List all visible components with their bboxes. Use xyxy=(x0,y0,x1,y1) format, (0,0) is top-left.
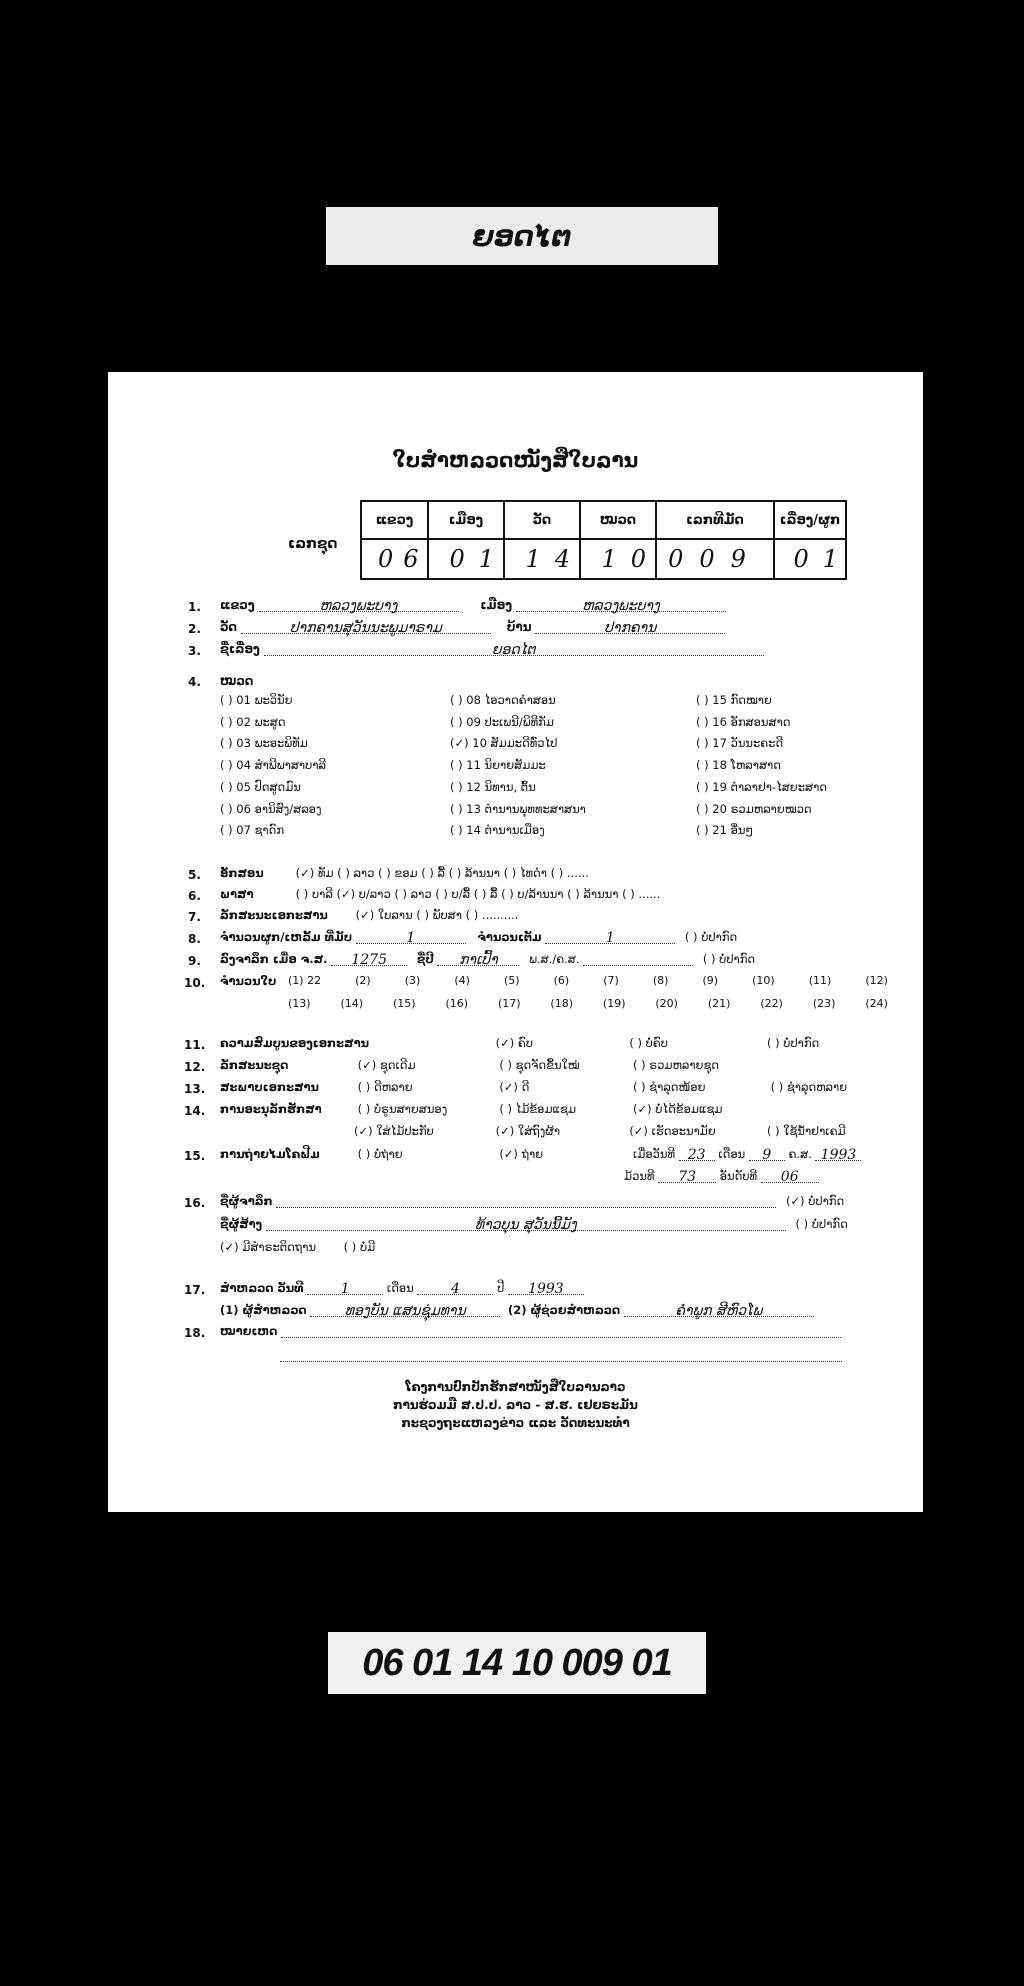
preservation-a: ( ) ບໍ່ຣູນສາຍສນອງ xyxy=(357,1102,448,1116)
leaf-count-24: (24) xyxy=(865,997,888,1010)
row-3-number: 3. xyxy=(188,644,201,658)
leaf-count-14: (14) xyxy=(340,997,364,1010)
scribe-label: ຊື່ຜູ້ຈາລຶກ xyxy=(220,1194,273,1208)
row-5-number: 5. xyxy=(188,868,201,882)
condition-good: (✓) ດີ xyxy=(499,1080,530,1094)
category-15: ( ) 15 ກົດໝາຍ xyxy=(696,693,772,707)
id-header-province: ແຂວງ xyxy=(361,501,428,539)
leaf-count-17: (17) xyxy=(497,997,521,1010)
row-13-number: 13. xyxy=(184,1082,206,1096)
survey-form-sheet xyxy=(108,372,923,1512)
set-type-label: ລັກສະນະຊຸດ xyxy=(220,1058,289,1072)
leaf-count-15: (15) xyxy=(392,997,416,1010)
scribe-unknown-option: (✓) ບໍ່ປາກົດ xyxy=(785,1194,845,1208)
condition-slightly-damaged: ( ) ຊຳລຸດໜ້ອຍ xyxy=(632,1080,706,1094)
category-02: ( ) 02 ພະສູດ xyxy=(220,714,286,729)
leaf-count-1: (1) 22 xyxy=(288,974,322,987)
fascicles-unknown-option: ( ) ບໍ່ປາກົດ xyxy=(684,930,738,944)
category-21: ( ) 21 ອື່ນໆ xyxy=(696,823,754,838)
row-9-number: 9. xyxy=(188,954,201,968)
id-table xyxy=(360,500,853,580)
row-6-language xyxy=(220,887,660,901)
microfilm-not-filmed: ( ) ບໍ່ຖ່າຍ xyxy=(357,1147,403,1161)
donor-unknown-option: ( ) ບໍ່ປາກົດ xyxy=(795,1217,848,1231)
preservation-wooden-covers: (✓) ໃສ່ໄມ້ປະກັບ xyxy=(354,1124,434,1138)
id-digit-category: 10 xyxy=(601,545,661,573)
category-08: ( ) 08 ໄອວາດຄຳສອນ xyxy=(450,693,556,707)
id-header-category: ໝວດ xyxy=(580,501,656,539)
row-12-set-type xyxy=(220,1058,719,1072)
fascicle-count-label: ຈຳນວນຜູກ/ເຫລັ້ມ ທີ່ມັບ xyxy=(220,930,353,944)
row-7-material xyxy=(220,908,518,922)
remarks-label: ໝາຍເຫດ xyxy=(220,1324,278,1338)
donor-value: ທ້າວບຸນ ສຸວັນນີ້ມັງ xyxy=(475,1217,577,1233)
province-label: ແຂວງ xyxy=(220,598,255,612)
survey-day: 1 xyxy=(340,1281,350,1297)
row-8-number: 8. xyxy=(188,932,201,946)
row-9-inscription-date xyxy=(220,952,755,966)
row-14-preservation xyxy=(220,1102,722,1116)
id-header-temple: ວັດ xyxy=(504,501,580,539)
completeness-unknown: ( ) ບໍ່ປາກົດ xyxy=(766,1036,820,1050)
district-label: ເມືອງ xyxy=(480,598,513,612)
leaf-count-21: (21) xyxy=(707,997,731,1010)
row-10-number: 10. xyxy=(184,976,206,990)
leaf-count-13: (13) xyxy=(288,997,311,1010)
category-04: ( ) 04 ສຳພີພາສາບາລີ xyxy=(220,758,326,773)
leaf-count-4: (4) xyxy=(454,974,470,987)
material-label: ລັກສະນະເອກະສານ xyxy=(220,908,328,922)
category-14: ( ) 14 ຕຳນານເມືອງ xyxy=(450,823,545,838)
inscription-year-value: 1275 xyxy=(351,952,387,968)
id-digit-bundle: 009 xyxy=(668,545,762,573)
condition-badly-damaged: ( ) ຊຳລຸດຫລາຍ xyxy=(770,1080,848,1094)
language-label: ພາສາ xyxy=(220,887,254,901)
microfilm-month-label: ເດືອນ xyxy=(718,1147,746,1161)
district-value: ຫລວງພະບາງ xyxy=(582,598,660,614)
assistant-surveyor-label: (2) ຜູ້ຊ່ວຍສຳຫລວດ xyxy=(507,1303,621,1317)
survey-date-label: ສຳຫລວດ ວັນທີ xyxy=(220,1281,304,1295)
footer-ministry: ກະຊວງຖະແຫລງຂ່າວ ແລະ ວັດທະນະທຳ xyxy=(401,1416,630,1430)
survey-year: 1993 xyxy=(528,1281,564,1297)
year-name-value: ກາເປົ້າ xyxy=(459,952,498,968)
row-1-province xyxy=(220,598,726,612)
completeness-label: ຄວາມສົມບູນຂອງເອກະສານ xyxy=(220,1036,369,1050)
category-05: ( ) 05 ປົດສູດມົນ xyxy=(220,779,301,794)
microfilm-label: ການຖ່າຍໄມໂຄຟີມ xyxy=(220,1147,320,1161)
survey-year-label: ປີ xyxy=(497,1281,505,1295)
script-label: ອັກສອນ xyxy=(220,866,264,880)
leaf-count-23: (23) xyxy=(812,997,836,1010)
leaf-count-19: (19) xyxy=(602,997,626,1010)
leaf-count-2: (2) xyxy=(355,974,371,987)
frame-value: 06 xyxy=(780,1169,799,1185)
row-7-number: 7. xyxy=(188,910,201,924)
microfilm-year: 1993 xyxy=(820,1147,857,1163)
row-11-completeness xyxy=(220,1036,819,1050)
title-label: ຊື່ເລື່ອງ xyxy=(220,642,260,656)
category-01: ( ) 01 ພະວິນັຍ xyxy=(220,693,293,707)
be-ce-label: ພ.ສ./ຄ.ສ. xyxy=(529,952,580,966)
leaf-count-8: (8) xyxy=(652,974,669,987)
row-14-preservation-2 xyxy=(354,1124,846,1138)
completeness-incomplete: ( ) ບໍ່ຄົບ xyxy=(629,1036,668,1050)
donor-label: ຊື່ຜູ້ສ້າງ xyxy=(220,1217,263,1231)
category-10: (✓) 10 ສັມມະດີທົ່ວໄປ xyxy=(450,736,558,751)
set-type-original: (✓) ຊຸດເດີມ xyxy=(357,1058,416,1072)
row-1-number: 1. xyxy=(188,600,201,614)
row-15-microfilm xyxy=(220,1147,861,1161)
preservation-label: ການອະນຸລັກຮັກສາ xyxy=(220,1102,322,1116)
row-5-script xyxy=(220,866,589,880)
category-18: ( ) 18 ໂຫລາສາດ xyxy=(696,758,781,773)
leaf-count-11: (11) xyxy=(808,974,832,987)
survey-month-label: ເດືອນ xyxy=(386,1281,414,1295)
leaf-count-9: (9) xyxy=(702,974,719,987)
row-2-temple xyxy=(220,620,725,634)
document-title-label: ຍອດໄຕ xyxy=(326,207,718,265)
category-column-2 xyxy=(450,690,586,842)
leaf-count-12: (12) xyxy=(865,974,888,987)
category-12: ( ) 12 ນິທານ, ຕົ້ນ xyxy=(450,779,536,794)
category-20: ( ) 20 ຣວມຫລາຍໝວດ xyxy=(696,801,812,816)
category-09: ( ) 09 ປະເພນີ/ພິທີກັມ xyxy=(450,714,554,729)
id-header-fascicle: ເລື່ອງ/ຜູກ xyxy=(774,501,846,539)
condition-label: ສະພາບເອກະສານ xyxy=(220,1080,319,1094)
colophon-present: (✓) ມີສຳຣະຕິດຖານ xyxy=(220,1240,317,1254)
completeness-complete: (✓) ຄົບ xyxy=(495,1036,534,1050)
leaf-count-3: (3) xyxy=(404,974,421,987)
remarks-line-2 xyxy=(280,1348,842,1362)
fascicle-count-value: 1 xyxy=(406,930,416,946)
id-digit-fascicle: 01 xyxy=(793,545,853,573)
microfilm-filmed: (✓) ຖ່າຍ xyxy=(499,1147,544,1161)
row-4-number: 4. xyxy=(188,675,201,689)
leaf-count-row-1 xyxy=(288,974,888,987)
row-17-surveyors xyxy=(220,1303,814,1317)
id-header-district: ເມືອງ xyxy=(428,501,504,539)
leaf-count-row-2 xyxy=(288,997,888,1010)
row-2-number: 2. xyxy=(188,622,201,636)
id-digit-temple: 14 xyxy=(525,545,585,573)
category-06: ( ) 06 ອານິສົງ/ສລອງ xyxy=(220,801,322,816)
language-options: ( ) ບາລີ (✓) ບ/ລາວ ( ) ລາວ ( ) ບ/ລື້ ( ) ລື້ ( ) ບ/ລ້ານນາ ( ) ລ້ານນາ ( ) ...... xyxy=(295,887,661,901)
preservation-cleaned: (✓) ເຮັດອະນາມັຍ xyxy=(629,1124,716,1138)
material-options: (✓) ໃບລານ ( ) ພັບສາ ( ) .......... xyxy=(355,908,519,922)
village-value: ປາກຄານ xyxy=(604,620,657,636)
inscription-date-label: ລົງຈາລຶກ ເມື່ອ ຈ.ສ. xyxy=(220,952,328,966)
row-8-fascicles xyxy=(220,930,737,944)
province-value: ຫລວງພະບາງ xyxy=(319,598,398,614)
category-13: ( ) 13 ຕຳນານພຸທທະສາສນາ xyxy=(450,801,586,816)
preservation-chemicals: ( ) ໃຊ້ນ້ຳຢາເຄມີ xyxy=(766,1124,846,1138)
category-11: ( ) 11 ນິຍາຍສັມມະ xyxy=(450,758,546,773)
total-fascicles-label: ຈຳນວນເຕັມ xyxy=(477,930,542,944)
row-16-number: 16. xyxy=(184,1196,206,1210)
title-value: ຍອດໄຕ xyxy=(491,642,536,658)
preservation-cloth-wrap: (✓) ໃສ່ຖົງຜ້າ xyxy=(495,1124,561,1138)
row-17-survey-date xyxy=(220,1281,584,1295)
frame-label: ອັນດັບທີ xyxy=(719,1169,758,1183)
footer-project: ໂຄງການປົກປັກຮັກສາໜັງສືໃບລານລາວ xyxy=(405,1380,626,1394)
form-footer xyxy=(108,1378,923,1432)
assistant-surveyor-value: ຄຳພູກ ສີຫົວໂພ xyxy=(675,1303,763,1319)
leaf-count-label: ຈຳນວນໃບ xyxy=(220,974,277,988)
category-19: ( ) 19 ຕຳລາຢາ-ໄສຍະສາດ xyxy=(696,779,827,794)
leaf-count-20: (20) xyxy=(655,997,678,1010)
total-fascicles-value: 1 xyxy=(605,930,615,946)
date-unknown-option: ( ) ບໍ່ປາກົດ xyxy=(702,952,756,966)
survey-month: 4 xyxy=(450,1281,460,1297)
row-18-remarks xyxy=(220,1324,841,1338)
surveyor-label: (1) ຜູ້ສຳຫລວດ xyxy=(220,1303,307,1317)
id-header-bundle: ເລກທີມັດ xyxy=(656,501,774,539)
category-column-3 xyxy=(696,690,827,842)
row-15-roll xyxy=(624,1169,819,1183)
village-label: ບ້ານ xyxy=(506,620,532,634)
preservation-b: ( ) ໄມ້ຂ້ອມແຊມ xyxy=(499,1102,577,1116)
category-03: ( ) 03 ພະອະພິທັມ xyxy=(220,736,308,751)
leaf-count-10: (10) xyxy=(752,974,775,987)
temple-value: ປາກຄານສຸວັນນະພູມາຣາມ xyxy=(289,620,442,636)
id-label: ເລກຊຸດ xyxy=(288,536,338,552)
row-18-number: 18. xyxy=(184,1326,206,1340)
leaf-count-7: (7) xyxy=(603,974,619,987)
roll-label: ມ້ວນທີ xyxy=(624,1169,655,1183)
footer-cooperation: ການຮ່ວມມື ສ.ປ.ປ. ລາວ - ສ.ຮ. ເຢຍຣະມັນ xyxy=(393,1398,638,1412)
reference-code-label: 06 01 14 10 009 01 xyxy=(328,1632,706,1694)
condition-very-good: ( ) ດີຫລາຍ xyxy=(357,1080,413,1094)
row-17-number: 17. xyxy=(184,1283,206,1297)
id-digit-province: 06 xyxy=(378,545,429,573)
set-type-combined: ( ) ຣວມຫລາຍຊຸດ xyxy=(632,1058,720,1072)
microfilm-month: 9 xyxy=(762,1147,772,1163)
year-name-label: ຊື່ປີ xyxy=(416,952,434,966)
row-16-scribe xyxy=(220,1194,844,1208)
category-07: ( ) 07 ຊາດົກ xyxy=(220,823,285,838)
row-14-number: 14. xyxy=(184,1104,206,1118)
row-11-number: 11. xyxy=(184,1038,206,1052)
category-17: ( ) 17 ວັນນະຄະດີ xyxy=(696,736,784,751)
row-12-number: 12. xyxy=(184,1060,206,1074)
row-16-colophon xyxy=(220,1240,375,1254)
leaf-count-16: (16) xyxy=(445,997,469,1010)
leaf-count-18: (18) xyxy=(550,997,574,1010)
set-type-new: ( ) ຊຸດຈັດຂຶ້ນໃໝ່ xyxy=(499,1058,580,1072)
category-column-1 xyxy=(220,690,326,842)
row-13-condition xyxy=(220,1080,847,1094)
colophon-absent: ( ) ບໍ່ມີ xyxy=(343,1240,376,1254)
form-title: ໃບສຳຫລວດໜັງສືໃບລານ xyxy=(392,448,639,472)
row-3-title xyxy=(220,642,764,656)
preservation-c: (✓) ບໍ່ໄດ້ຂ້ອມແຊມ xyxy=(632,1102,723,1116)
microfilm-year-label: ຄ.ສ. xyxy=(788,1147,812,1161)
row-16-donor xyxy=(220,1217,848,1231)
row-15-number: 15. xyxy=(184,1149,206,1163)
microfilm-date-label: ເມື່ອວັນທີ xyxy=(632,1147,676,1161)
microfilm-day: 23 xyxy=(687,1147,706,1163)
script-options: (✓) ທັມ ( ) ລາວ ( ) ຂອມ ( ) ລື້ ( ) ລ້ານນາ ( ) ໄທດຳ ( ) ...... xyxy=(295,866,589,880)
category-16: ( ) 16 ອັກສອນສາດ xyxy=(696,714,791,729)
row-6-number: 6. xyxy=(188,889,201,903)
leaf-count-22: (22) xyxy=(760,997,783,1010)
roll-value: 73 xyxy=(678,1169,697,1185)
leaf-count-6: (6) xyxy=(553,974,570,987)
category-label: ໝວດ xyxy=(220,674,254,688)
leaf-count-5: (5) xyxy=(503,974,520,987)
temple-label: ວັດ xyxy=(220,620,238,634)
surveyor-value: ທອງບັນ ແສນຊຸ່ມທານ xyxy=(344,1303,466,1319)
id-digit-district: 01 xyxy=(449,545,509,573)
